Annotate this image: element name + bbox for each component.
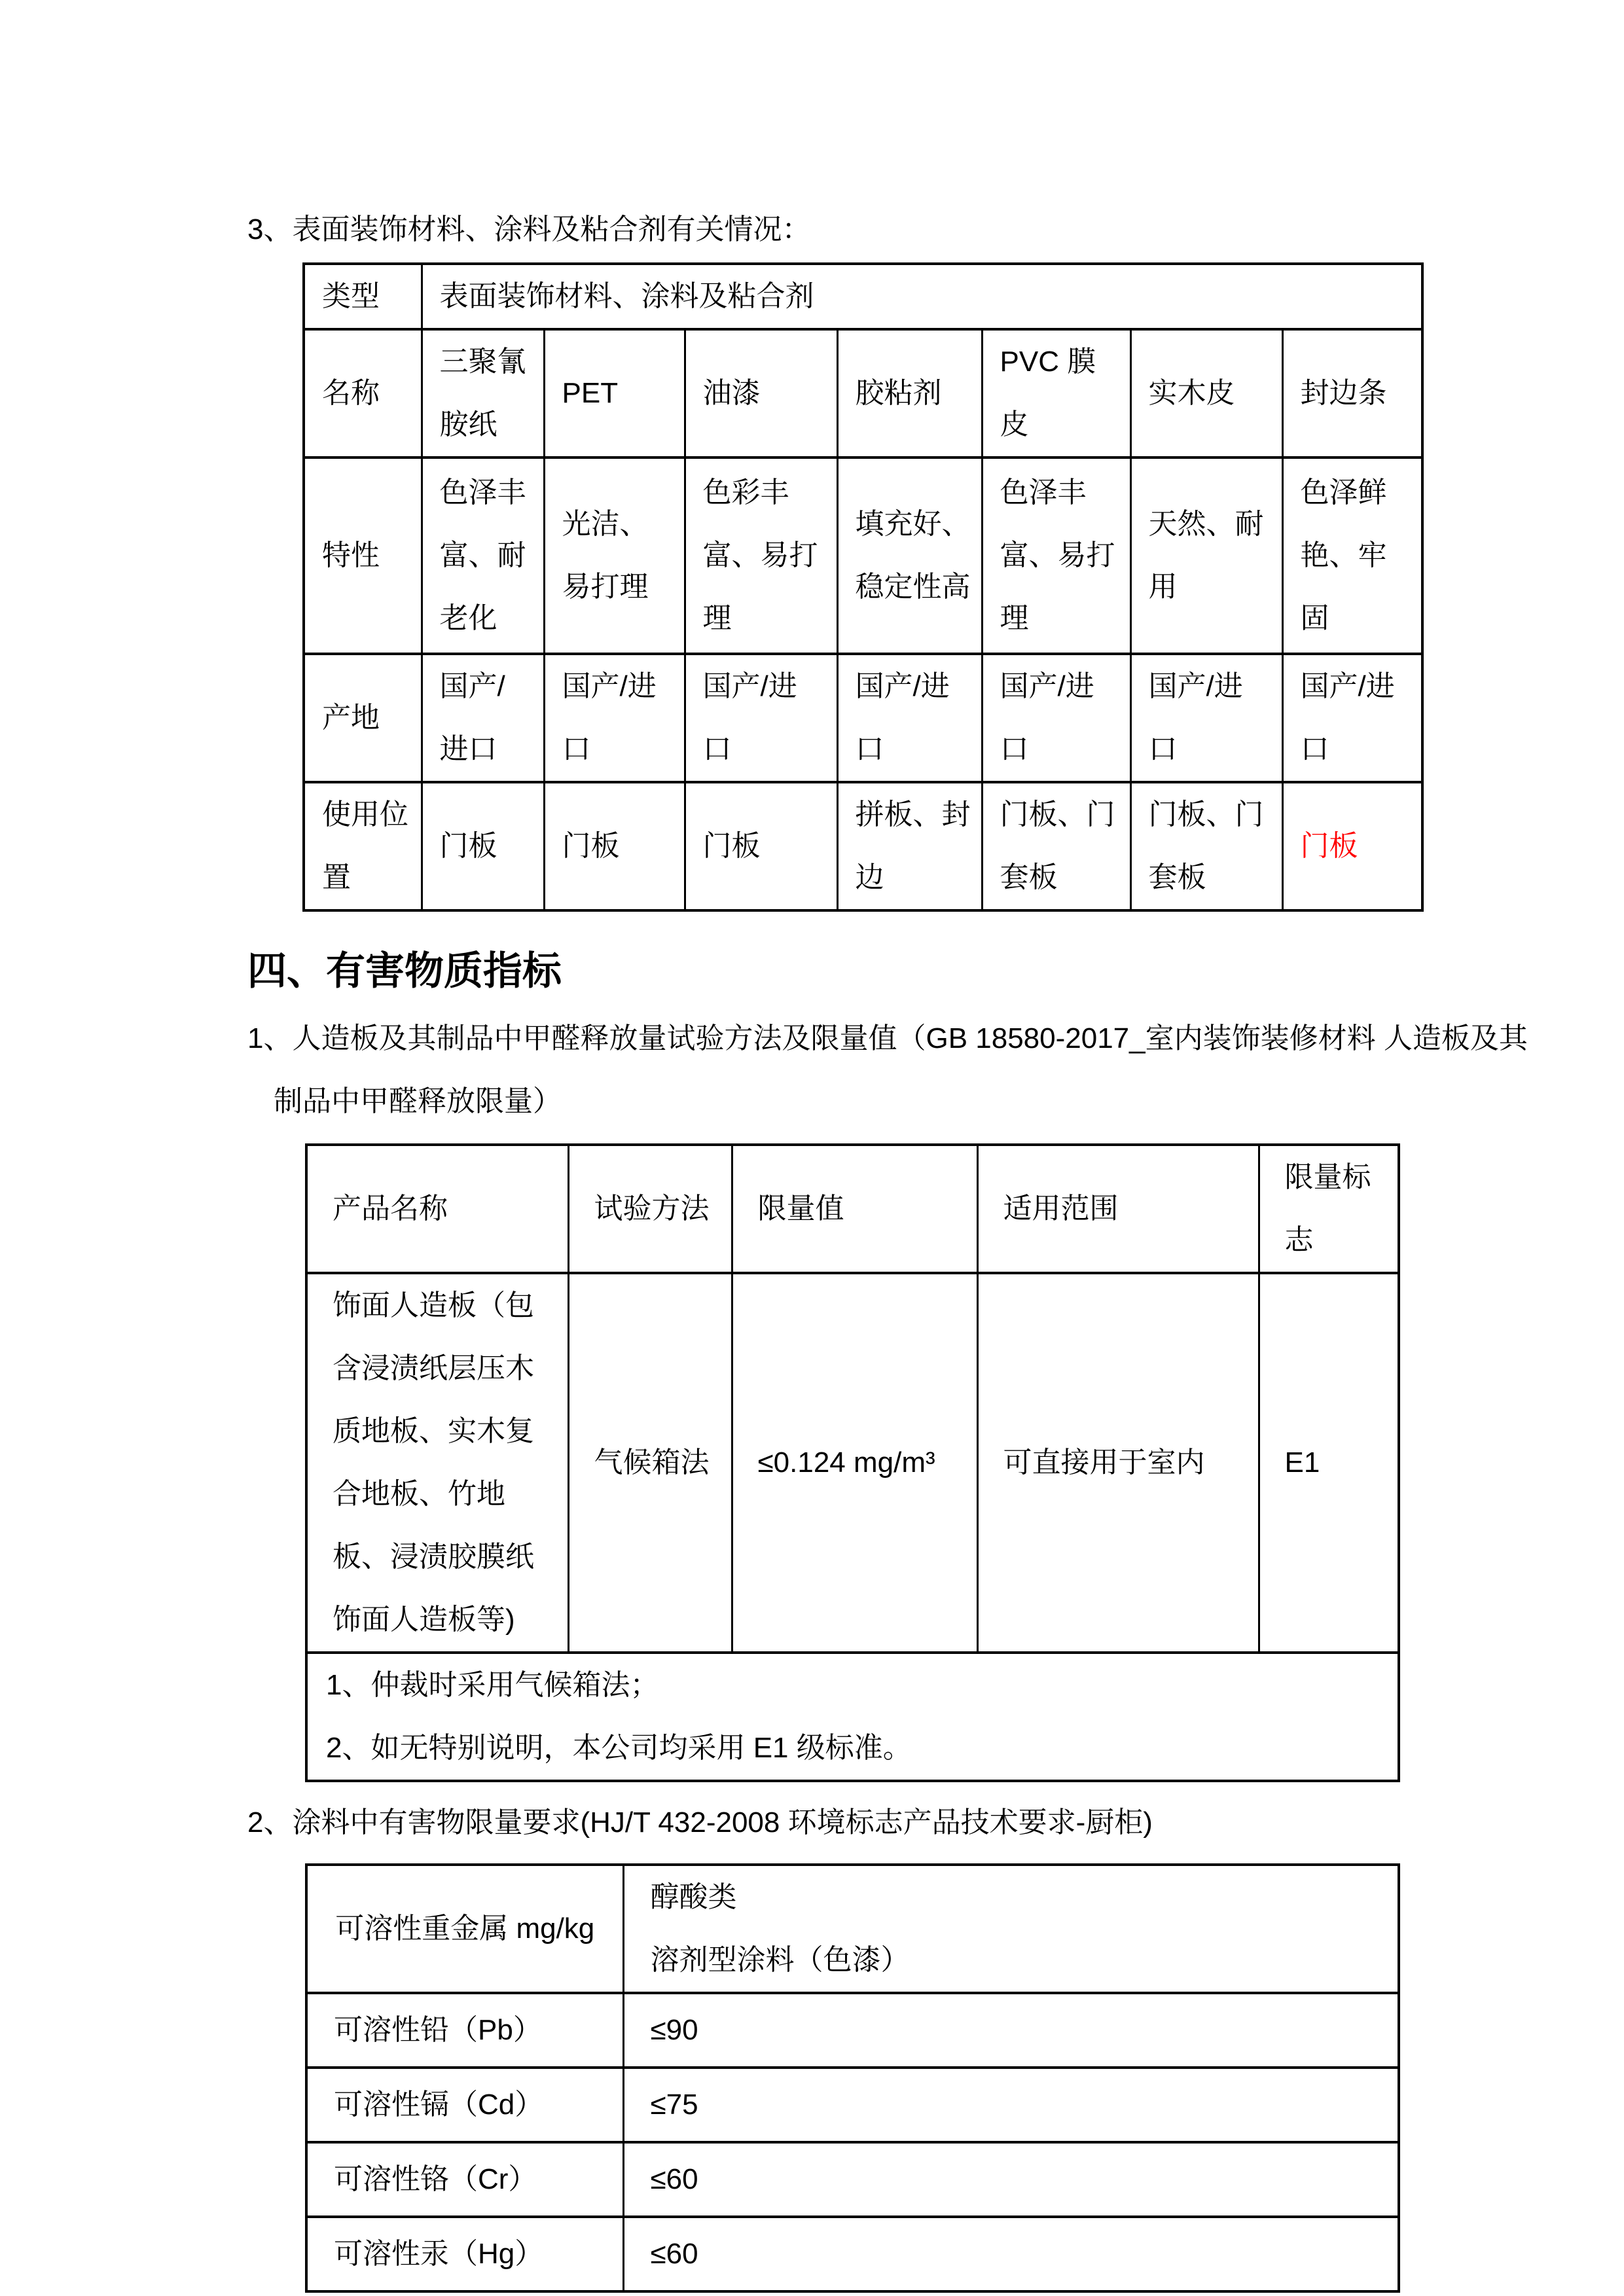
table-cell: 门板、门套板 <box>982 782 1130 910</box>
table-cell: 封边条 <box>1282 329 1422 457</box>
table-cell: 实木皮 <box>1130 329 1282 457</box>
table-row-position <box>304 782 1422 910</box>
heavy-metal-limit-table <box>305 1863 1400 2293</box>
table-cell: 国产/进口 <box>1130 654 1282 782</box>
table-cell: 油漆 <box>685 329 837 457</box>
header-cell: 试验方法 <box>568 1145 732 1273</box>
origin-label-cell: 产地 <box>304 654 422 782</box>
table-cell: 门板 <box>422 782 544 910</box>
header-cell: 适用范围 <box>977 1145 1259 1273</box>
coating-type-line1: 醇酸类 <box>650 1881 737 1913</box>
table-cell: 三聚氰胺纸 <box>422 329 544 457</box>
item1-line2: 制品中甲醛释放限量） <box>274 1085 562 1117</box>
metal-name-cell: 可溶性汞（Hg） <box>306 2217 623 2291</box>
test-method-cell: 气候箱法 <box>568 1273 732 1653</box>
metal-name-cell: 可溶性铬（Cr） <box>306 2142 623 2217</box>
header-cell: 产品名称 <box>306 1145 568 1273</box>
feature-label-cell: 特性 <box>304 457 422 654</box>
table-notes-row <box>306 1653 1399 1781</box>
table-row <box>306 2068 1399 2142</box>
metal-name-cell: 可溶性铅（Pb） <box>306 1993 623 2068</box>
item1-paragraph <box>247 1007 1559 1133</box>
position-highlight-cell: 门板 <box>1282 782 1422 910</box>
metal-name-cell: 可溶性镉（Cd） <box>306 2068 623 2142</box>
table-cell: 门板 <box>685 782 837 910</box>
table-header-row <box>306 1145 1399 1273</box>
item1-line1: 1、人造板及其制品中甲醛释放量试验方法及限量值（GB 18580-2017_室内装饰装修材料 人造板及其 <box>247 1022 1528 1054</box>
table-row <box>306 1273 1399 1653</box>
table-cell: 天然、耐用 <box>1130 457 1282 654</box>
table-cell: 国产/进口 <box>422 654 544 782</box>
metal-limit-cell: ≤60 <box>623 2217 1399 2291</box>
table-cell: 国产/进口 <box>544 654 685 782</box>
scope-cell: 可直接用于室内 <box>977 1273 1259 1653</box>
table-cell: 门板、门套板 <box>1130 782 1282 910</box>
table-cell: 填充好、稳定性高 <box>837 457 982 654</box>
metal-limit-cell: ≤90 <box>623 1993 1399 2068</box>
table-cell: 国产/进口 <box>837 654 982 782</box>
table-cell: 国产/进口 <box>982 654 1130 782</box>
coating-type-header-cell <box>623 1865 1399 1993</box>
type-value-cell: 表面装饰材料、涂料及粘合剂 <box>422 264 1422 329</box>
limit-value-cell: ≤0.124 mg/m³ <box>732 1273 977 1653</box>
coating-type-line2: 溶剂型涂料（色漆） <box>650 1944 910 1976</box>
position-label-cell: 使用位置 <box>304 782 422 910</box>
metal-limit-cell: ≤60 <box>623 2142 1399 2217</box>
table-cell: 拼板、封边 <box>837 782 982 910</box>
name-label-cell: 名称 <box>304 329 422 457</box>
table-row-name <box>304 329 1422 457</box>
notes-cell <box>306 1653 1399 1781</box>
table-cell: 光洁、易打理 <box>544 457 685 654</box>
table-row-type <box>304 264 1422 329</box>
table-cell: 国产/进口 <box>1282 654 1422 782</box>
table-cell: PET <box>544 329 685 457</box>
section3-title: 3、表面装饰材料、涂料及粘合剂有关情况： <box>247 213 811 245</box>
table-row <box>306 2142 1399 2217</box>
table-cell: 色泽丰富、耐老化 <box>422 457 544 654</box>
surface-materials-table <box>302 262 1424 912</box>
table-cell: PVC 膜皮 <box>982 329 1130 457</box>
limit-mark-cell: E1 <box>1259 1273 1399 1653</box>
formaldehyde-limit-table <box>305 1143 1400 1782</box>
table-cell: 胶粘剂 <box>837 329 982 457</box>
table-cell: 色泽鲜艳、牢固 <box>1282 457 1422 654</box>
table-header-row <box>306 1865 1399 1993</box>
note-line-2: 2、如无特别说明，本公司均采用 E1 级标准。 <box>326 1732 912 1764</box>
note-line-1: 1、仲裁时采用气候箱法； <box>326 1669 659 1701</box>
metal-header-cell: 可溶性重金属 mg/kg <box>306 1865 623 1993</box>
table-cell: 国产/进口 <box>685 654 837 782</box>
metal-limit-cell: ≤75 <box>623 2068 1399 2142</box>
header-cell: 限量标志 <box>1259 1145 1399 1273</box>
table-row <box>306 2217 1399 2291</box>
item2-paragraph: 2、涂料中有害物限量要求(HJ/T 432-2008 环境标志产品技术要求-厨柜) <box>247 1806 1153 1839</box>
table-cell: 门板 <box>544 782 685 910</box>
table-row-feature <box>304 457 1422 654</box>
product-name-cell: 饰面人造板（包含浸渍纸层压木质地板、实木复合地板、竹地板、浸渍胶膜纸饰面人造板等) <box>306 1273 568 1653</box>
table-row <box>306 1993 1399 2068</box>
table-cell: 色彩丰富、易打理 <box>685 457 837 654</box>
table-cell: 色泽丰富、易打理 <box>982 457 1130 654</box>
header-cell: 限量值 <box>732 1145 977 1273</box>
table-row-origin <box>304 654 1422 782</box>
type-label-cell: 类型 <box>304 264 422 329</box>
section4-heading: 四、有害物质指标 <box>247 949 562 993</box>
